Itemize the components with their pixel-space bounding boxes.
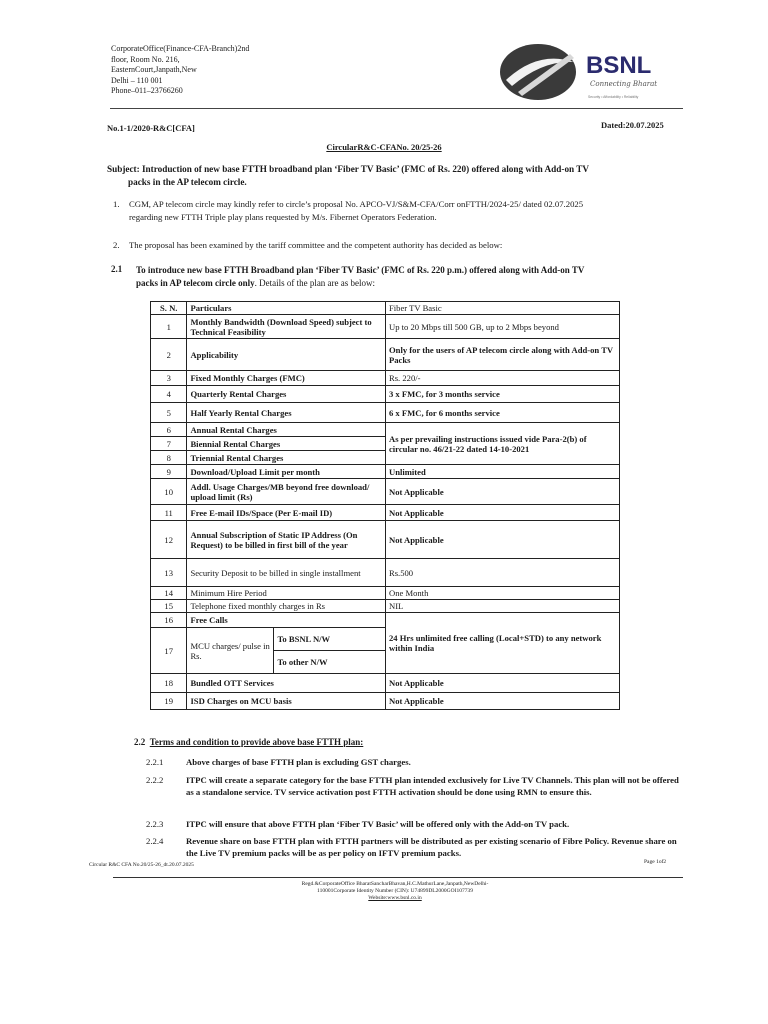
mcu-to-bsnl: To BSNL N/W bbox=[274, 628, 385, 651]
table-row: 18 Bundled OTT Services Not Applicable bbox=[151, 674, 620, 693]
paragraph-2: The proposal has been examined by the tariff committee and the competent authority has decided as below: bbox=[129, 240, 503, 250]
subject-line-2: packs in the AP telecom circle. bbox=[128, 176, 247, 187]
table-header-row bbox=[151, 302, 620, 315]
section-2-1: To introduce new base FTTH Broadband plan ‘Fiber TV Basic’ (FMC of Rs. 220 p.m.) offered along with Add-on TV packs in AP telecom circle only. Details of the plan are as below: bbox=[136, 265, 585, 288]
paragraph-1: CGM, AP telecom circle may kindly refer to circle’s proposal No. APCO-VJ/S&M-CFA/Corr onFTTH/2024-25/ dated 02.07.2025 regarding new FTTH Triple play plans requested by M/s. Fibernet Operators Federation. bbox=[129, 199, 584, 222]
logo-tagline: Connecting Bharat bbox=[590, 80, 658, 88]
page-number: Page 1of2 bbox=[644, 859, 667, 865]
registered-office: Regd.&CorporateOffice BharatSancharBhavan,H.C.MathurLane,Janpath,NewDelhi- 110001Corporate Identity Number (CIN): U74899DL2000GOI107739 Website:www.bsnl.co.in bbox=[301, 881, 489, 901]
office-address: CorporateOffice(Finance-CFA-Branch)2nd floor, Room No. 216, EasternCourt,Janpath,New Delhi – 110 001 Phone–011–23766260 bbox=[111, 44, 250, 95]
header-plan: Fiber TV Basic bbox=[385, 302, 619, 315]
section-2-1-number: 2.1 bbox=[111, 264, 123, 274]
table-row: 3 Fixed Monthly Charges (FMC) Rs. 220/- bbox=[151, 371, 620, 386]
merged-free-calls: 24 Hrs unlimited free calling (Local+STD) to any network within India bbox=[385, 613, 619, 674]
table-row: 5 Half Yearly Rental Charges 6 x FMC, for 6 months service bbox=[151, 403, 620, 423]
subject-line-1: Subject: Introduction of new base FTTH broadband plan ‘Fiber TV Basic’ (FMC of Rs. 220) offered along with Add-on TV bbox=[107, 164, 590, 174]
table-row: 17 MCU charges/ pulse in Rs. To BSNL N/W To other N/W bbox=[151, 628, 620, 651]
table-row: 10 Addl. Usage Charges/MB beyond free download/ upload limit (Rs) Not Applicable bbox=[151, 479, 620, 505]
table-row: 9 Download/Upload Limit per month Unlimited bbox=[151, 465, 620, 479]
section-2-2-heading: 2.2 Terms and condition to provide above base FTTH plan: bbox=[134, 737, 364, 747]
reference-number: No.1-1/2020-R&C[CFA] bbox=[107, 123, 195, 133]
plan-details-table bbox=[150, 301, 620, 710]
subject bbox=[107, 163, 687, 188]
table-row: 15 Telephone fixed monthly charges in Rs NIL bbox=[151, 600, 620, 613]
logo-wordmark: BSNL bbox=[586, 52, 652, 79]
table-row: 8 Triennial Rental Charges bbox=[151, 451, 620, 465]
table-row: 14 Minimum Hire Period One Month bbox=[151, 587, 620, 600]
header-particulars: Particulars bbox=[187, 302, 386, 315]
paragraph-2-number: 2. bbox=[113, 240, 120, 250]
date: Dated:20.07.2025 bbox=[601, 120, 664, 130]
paragraph-1-number: 1. bbox=[113, 199, 120, 209]
footer-circular-ref: Circular R&C CFA No.20/25-26_dt.20.07.2025 bbox=[89, 862, 194, 868]
merged-rental-instructions: As per prevailing instructions issued vide Para-2(b) of circular no. 46/21-22 dated 14-10-2021 bbox=[385, 423, 619, 465]
table-row: 1 Monthly Bandwidth (Download Speed) subject to Technical Feasibility Up to 20 Mbps till 500 GB, up to 2 Mbps beyond bbox=[151, 315, 620, 339]
table-row: 12 Annual Subscription of Static IP Address (On Request) to be billed in first bill of the year Not Applicable bbox=[151, 521, 620, 559]
table-row: 4 Quarterly Rental Charges 3 x FMC, for 3 months service bbox=[151, 386, 620, 403]
footer-divider bbox=[113, 877, 683, 878]
circular-number: CircularR&C-CFANo. 20/25-26 bbox=[326, 142, 442, 152]
mcu-charges-label: MCU charges/ pulse in Rs. bbox=[187, 628, 274, 673]
table-row: 19 ISD Charges on MCU basis Not Applicable bbox=[151, 693, 620, 710]
logo-subline: Security • Affordability • Reliability bbox=[588, 95, 639, 99]
table-row: 6 Annual Rental Charges As per prevailing instructions issued vide Para-2(b) of circular no. 46/21-22 dated 14-10-2021 bbox=[151, 423, 620, 437]
mcu-to-other: To other N/W bbox=[277, 657, 328, 667]
table-row: 13 Security Deposit to be billed in single installment Rs.500 bbox=[151, 559, 620, 587]
table-row: 7 Biennial Rental Charges bbox=[151, 437, 620, 451]
table-row: 16 Free Calls 24 Hrs unlimited free calling (Local+STD) to any network within India bbox=[151, 613, 620, 628]
bsnl-logo bbox=[498, 40, 680, 106]
table-row: 2 Applicability Only for the users of AP telecom circle along with Add-on TV Packs bbox=[151, 339, 620, 371]
header-sn: S. N. bbox=[151, 302, 187, 315]
header-divider bbox=[110, 108, 683, 109]
table-row: 11 Free E-mail IDs/Space (Per E-mail ID) Not Applicable bbox=[151, 505, 620, 521]
